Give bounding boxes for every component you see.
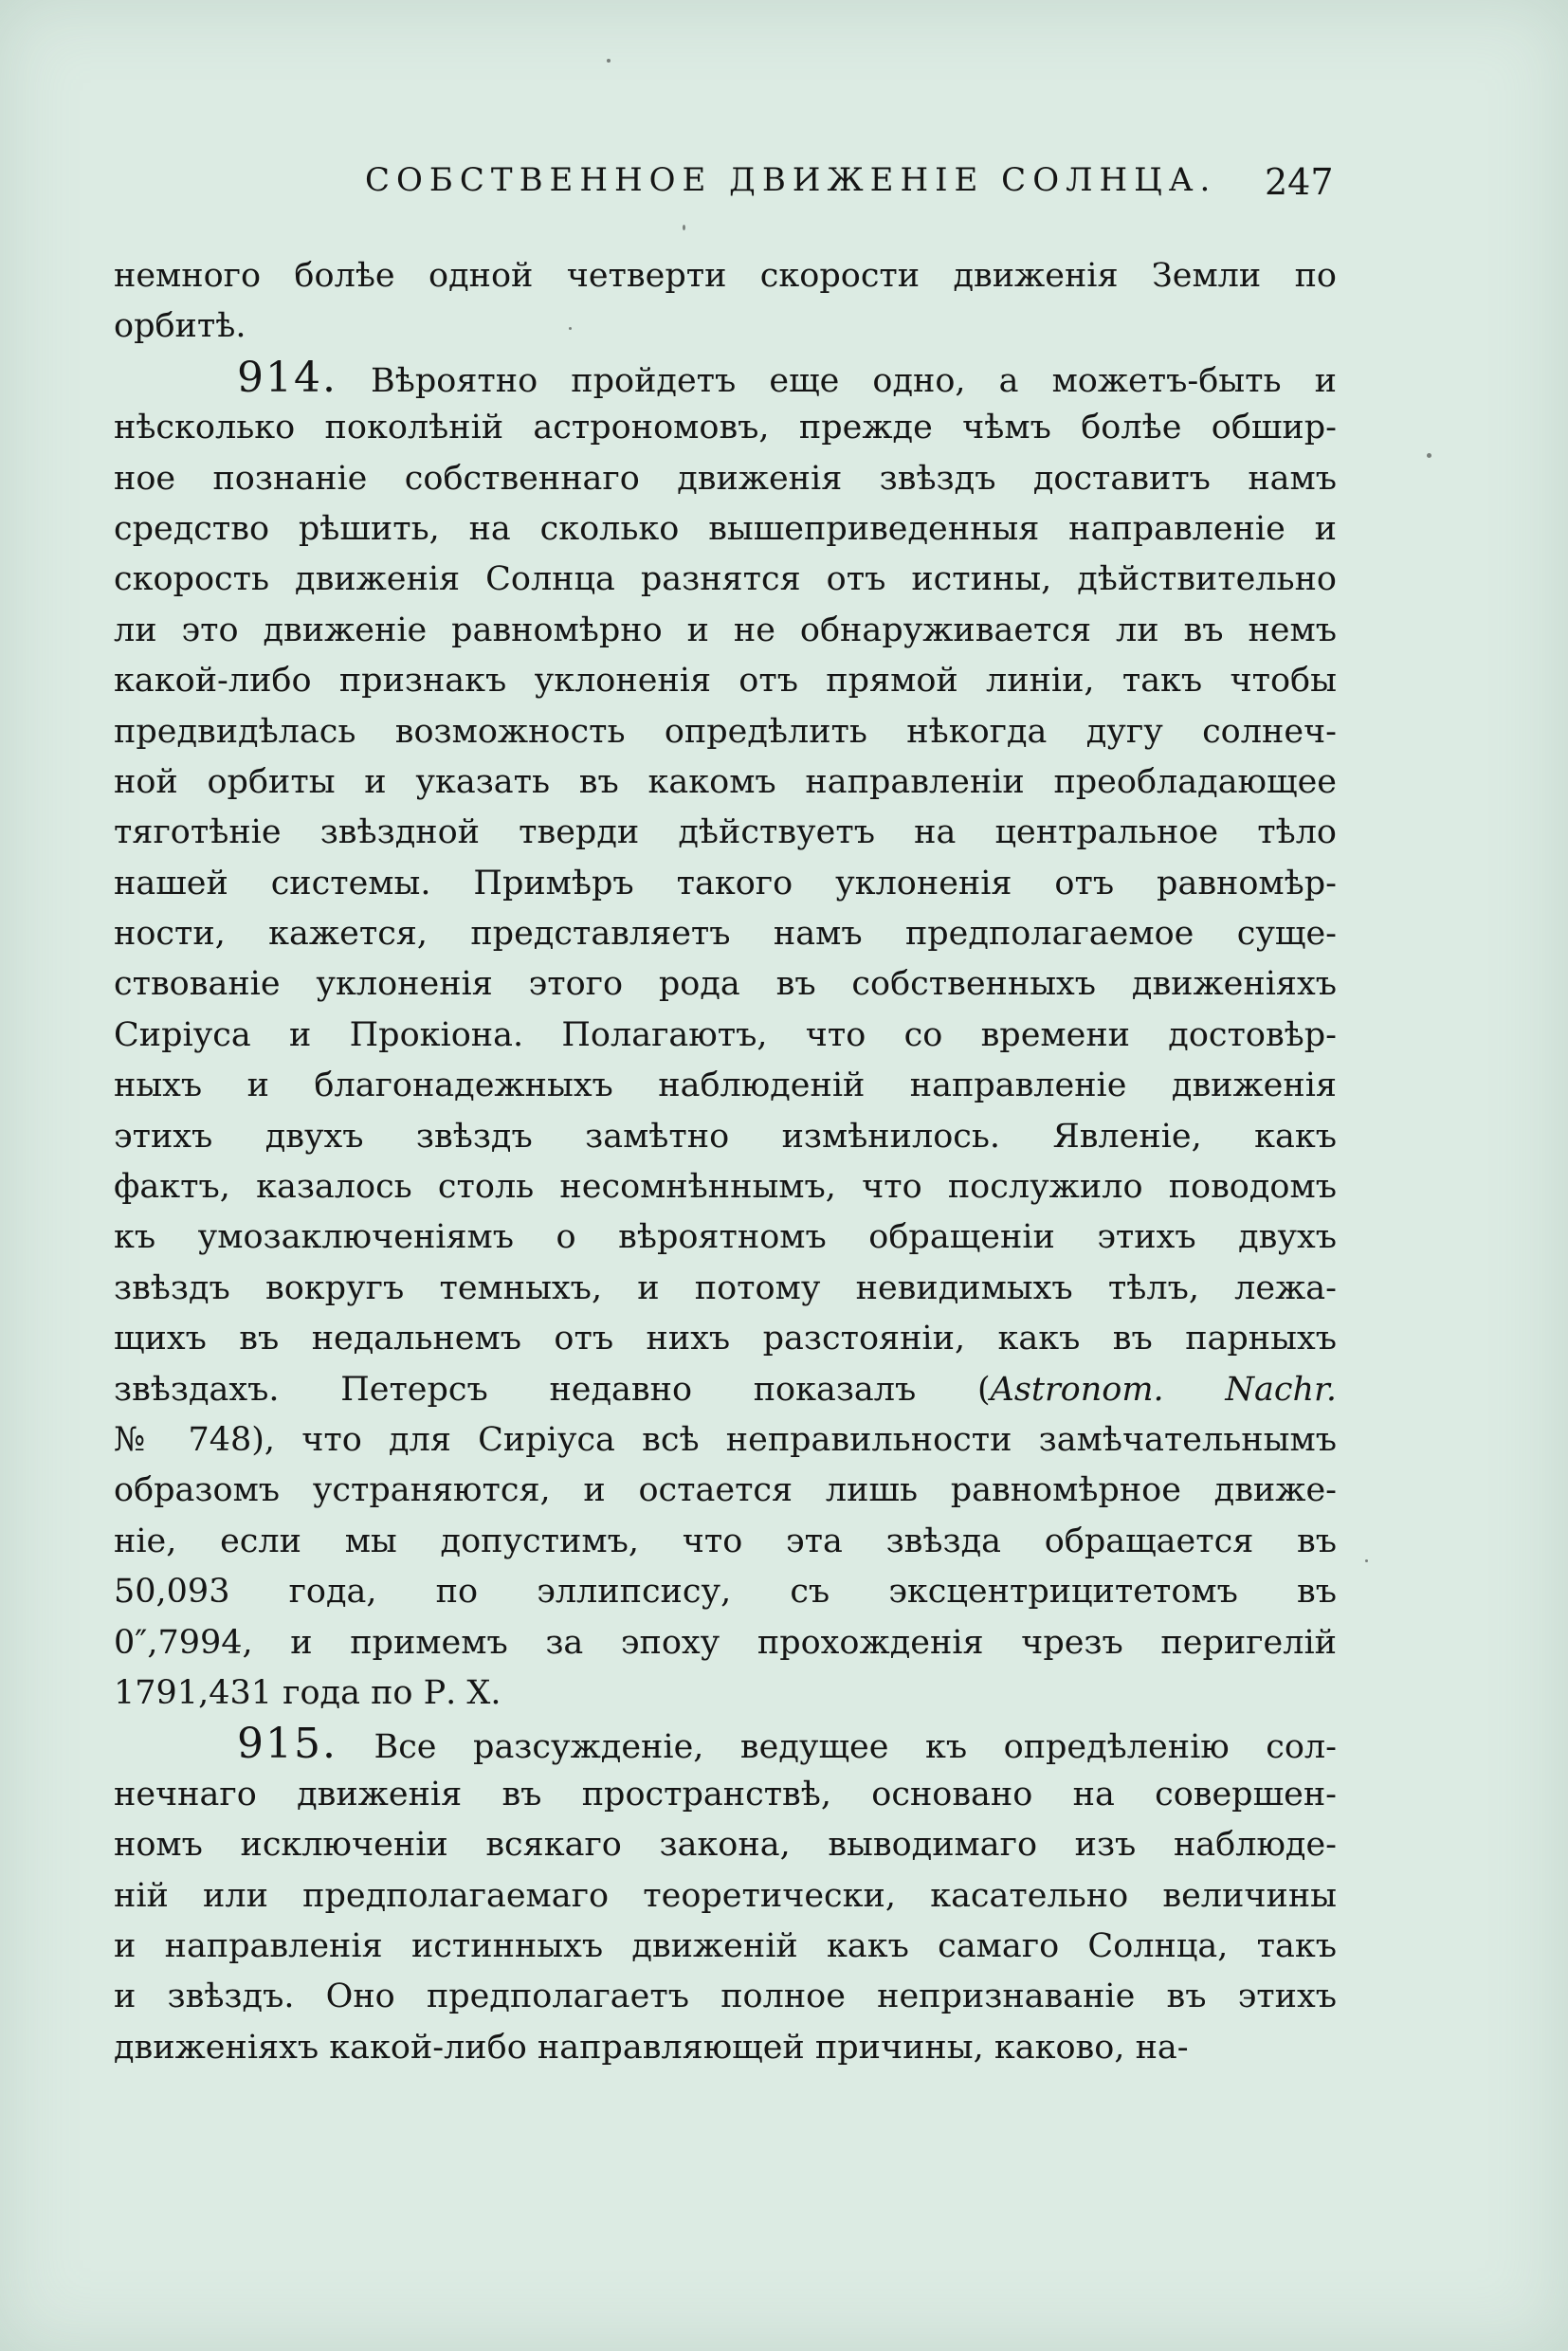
section-number-914: 914. xyxy=(237,353,337,402)
text-line: къ умозаключеніямъ о вѣроятномъ обращеніи этихъ двухъ xyxy=(114,1218,1337,1257)
text-line: нечнаго движенія въ пространствѣ, основано на совершен- xyxy=(114,1775,1337,1813)
text-line: ныхъ и благонадежныхъ наблюденій направленіе движенія xyxy=(114,1066,1337,1105)
text-line: ли это движеніе равномѣрно и не обнаруживается ли въ немъ xyxy=(114,611,1337,649)
text-line: предвидѣлась возможность опредѣлить нѣкогда дугу солнеч- xyxy=(114,712,1337,751)
ink-speck xyxy=(1427,453,1431,458)
text-line: какой-либо признакъ уклоненія отъ прямой линіи, такъ чтобы xyxy=(114,662,1337,701)
section-number-915: 915. xyxy=(237,1720,337,1769)
text-line: тяготѣніе звѣздной тверди дѣйствуетъ на центральное тѣло xyxy=(114,813,1337,852)
text-line: ній или предполагаемаго теоретически, касательно величины xyxy=(114,1876,1337,1915)
text-line: этихъ двухъ звѣздъ замѣтно измѣнилось. Явленіе, какъ xyxy=(114,1117,1337,1156)
citation-journal: Astronom. Nachr. xyxy=(990,1370,1337,1409)
text-line: немного болѣе одной четверти скорости движенія Земли по xyxy=(114,257,1337,295)
text-line: движеніяхъ какой-либо направляющей причины, каково, на- xyxy=(114,2028,1189,2067)
running-head xyxy=(114,161,1337,218)
text-line: ніе, если мы допустимъ, что эта звѣзда обращается въ xyxy=(114,1522,1337,1560)
text-span: звѣздахъ. Петерсъ недавно показалъ ( xyxy=(114,1370,991,1409)
text-span: Все разсужденіе, ведущее къ опредѣленію сол- xyxy=(374,1728,1337,1767)
text-line: ствованіе уклоненія этого рода въ собственныхъ движеніяхъ xyxy=(114,965,1337,1004)
ink-speck xyxy=(569,327,572,330)
text-line: скорость движенія Солнца разнятся отъ истины, дѣйствительно xyxy=(114,560,1337,599)
text-line: фактъ, казалось столь несомнѣннымъ, что послужило поводомъ xyxy=(114,1168,1337,1207)
ink-speck xyxy=(683,225,685,230)
text-line: ности, кажется, представляетъ намъ предполагаемое суще- xyxy=(114,915,1337,954)
text-line: нашей системы. Примѣръ такого уклоненія отъ равномѣр- xyxy=(114,864,1337,902)
text-line: ной орбиты и указать въ какомъ направленіи преобладающее xyxy=(114,762,1337,801)
text-line: номъ исключеніи всякаго закона, выводимаго изъ наблюде- xyxy=(114,1826,1337,1865)
text-line: и звѣздъ. Оно предполагаетъ полное непризнаваніе въ этихъ xyxy=(114,1977,1337,2016)
text-span: Вѣроятно пройдетъ еще одно, а можетъ-быть и xyxy=(371,361,1337,400)
text-line: и направленія истинныхъ движеній какъ самаго Солнца, такъ xyxy=(114,1926,1337,1965)
text-line-with-citation xyxy=(114,1365,1337,1415)
text-line: Сиріуса и Прокіона. Полагаютъ, что со времени достовѣр- xyxy=(114,1015,1337,1054)
ink-speck xyxy=(1365,1559,1368,1562)
text-line: № 748), что для Сиріуса всѣ неправильности замѣчательнымъ xyxy=(114,1420,1337,1459)
text-line: нѣсколько поколѣній астрономовъ, прежде чѣмъ болѣе обшир- xyxy=(114,409,1337,447)
text-line: 0″,7994, и примемъ за эпоху прохожденія чрезъ перигелій xyxy=(114,1623,1337,1662)
body-text xyxy=(114,251,1337,2073)
section-914-first-line xyxy=(114,353,1337,403)
text-line: 1791,431 года по Р. Х. xyxy=(114,1673,501,1712)
text-line: ное познаніе собственнаго движенія звѣздъ доставитъ намъ xyxy=(114,459,1337,498)
text-line: средство рѣшить, на сколько вышеприведенныя направленіе и xyxy=(114,509,1337,548)
running-title: СОБСТВЕННОЕ ДВИЖЕНІЕ СОЛНЦА. xyxy=(365,161,1217,199)
ink-speck xyxy=(607,59,611,63)
text-line: образомъ устраняются, и остается лишь равномѣрное движе- xyxy=(114,1471,1337,1510)
text-line: орбитѣ. xyxy=(114,307,246,346)
text-line: щихъ въ недальнемъ отъ нихъ разстояніи, какъ въ парныхъ xyxy=(114,1320,1337,1358)
section-915-first-line xyxy=(114,1719,1337,1769)
text-line: 50,093 года, по эллипсису, съ эксцентрицитетомъ въ xyxy=(114,1573,1337,1612)
page-number: 247 xyxy=(1265,161,1334,203)
text-line: звѣздъ вокругъ темныхъ, и потому невидимыхъ тѣлъ, лежа- xyxy=(114,1268,1337,1307)
